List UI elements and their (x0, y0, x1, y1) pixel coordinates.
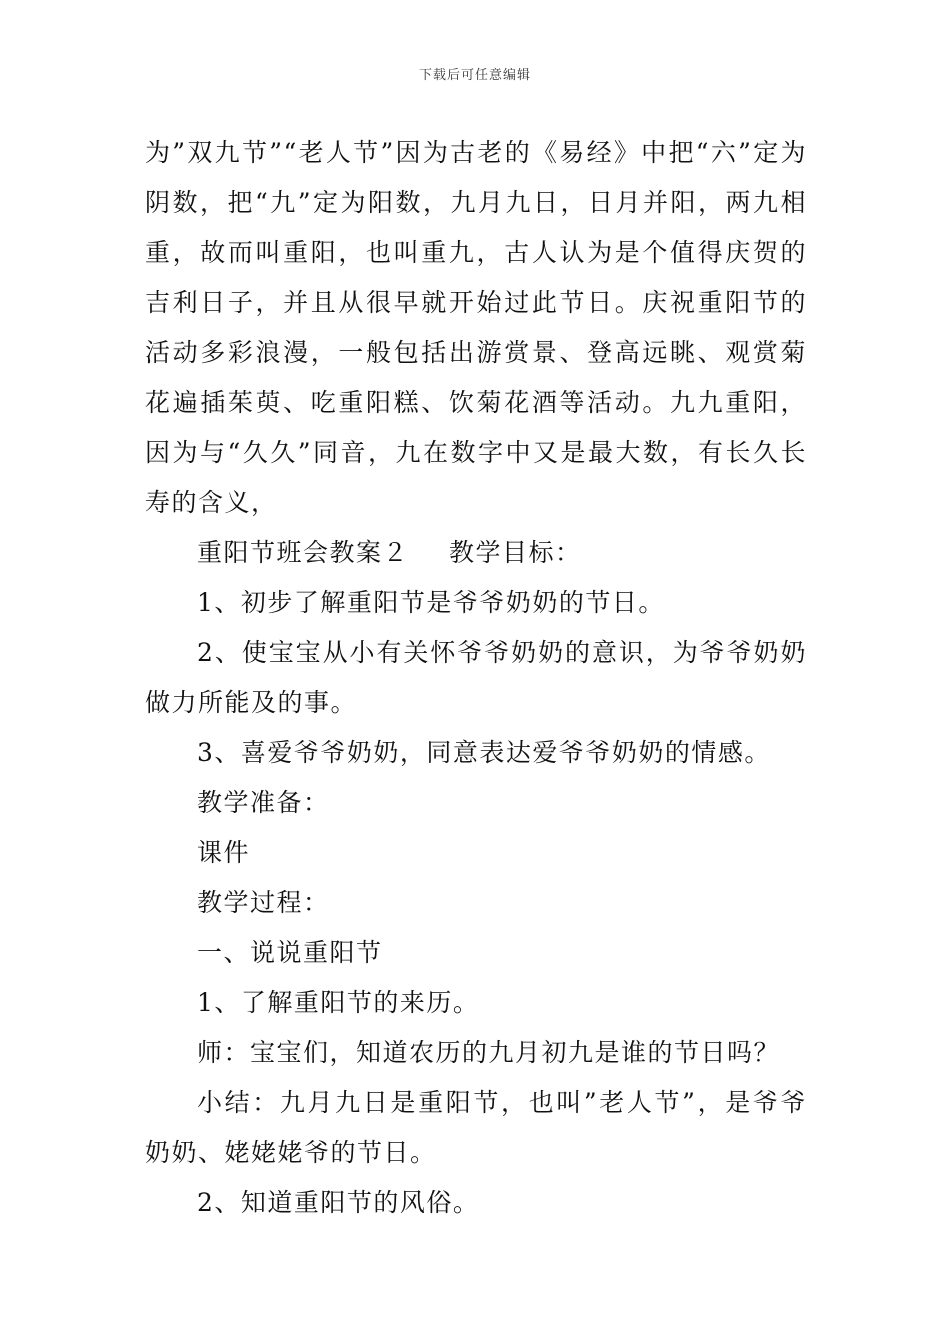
goal-item-2: 2、使宝宝从小有关怀爷爷奶奶的意识，为爷爷奶奶做力所能及的事。 (145, 638, 807, 717)
document-body (145, 128, 807, 1228)
summary-paragraph: 小结：九月九日是重阳节，也叫”老人节”，是爷爷奶奶、姥姥姥爷的节日。 (145, 1088, 807, 1167)
paragraph-intro: 为”双九节”“老人节”因为古老的《易经》中把“六”定为阴数，把“九”定为阳数，九月九日，日月并阳，两九相重，故而叫重阳，也叫重九，古人认为是个值得庆贺的吉利日子，并且从很早就开始过此节日。庆祝重阳节的活动多彩浪漫，一般包括出游赏景、登高远眺、观赏菊花遍插茱萸、吃重阳糕、饮菊花酒等活动。九九重阳，因为与“久久”同音，九在数字中又是最大数，有长久长寿的含义， (145, 138, 807, 517)
page-header: 下载后可任意编辑 (418, 68, 531, 83)
paragraph-lesson-title (145, 528, 807, 578)
step-item-1: 1、了解重阳节的来历。 (197, 988, 480, 1017)
teacher-question: 师：宝宝们，知道农历的九月初九是谁的节日吗？ (197, 1038, 781, 1067)
preparation-item: 课件 (197, 838, 251, 867)
goal-item-1: 1、初步了解重阳节是爷爷奶奶的节日。 (197, 588, 665, 617)
lesson-title: 重阳节班会教案２ (197, 538, 410, 567)
preparation-heading: 教学准备： (197, 788, 330, 817)
process-heading: 教学过程： (197, 888, 330, 917)
section-heading-1: 一、说说重阳节 (197, 938, 383, 967)
goal-item-3: 3、喜爱爷爷奶奶，同意表达爱爷爷奶奶的情感。 (197, 738, 771, 767)
step-item-2: 2、知道重阳节的风俗。 (197, 1188, 480, 1217)
teaching-goals-heading: 教学目标： (449, 538, 582, 567)
